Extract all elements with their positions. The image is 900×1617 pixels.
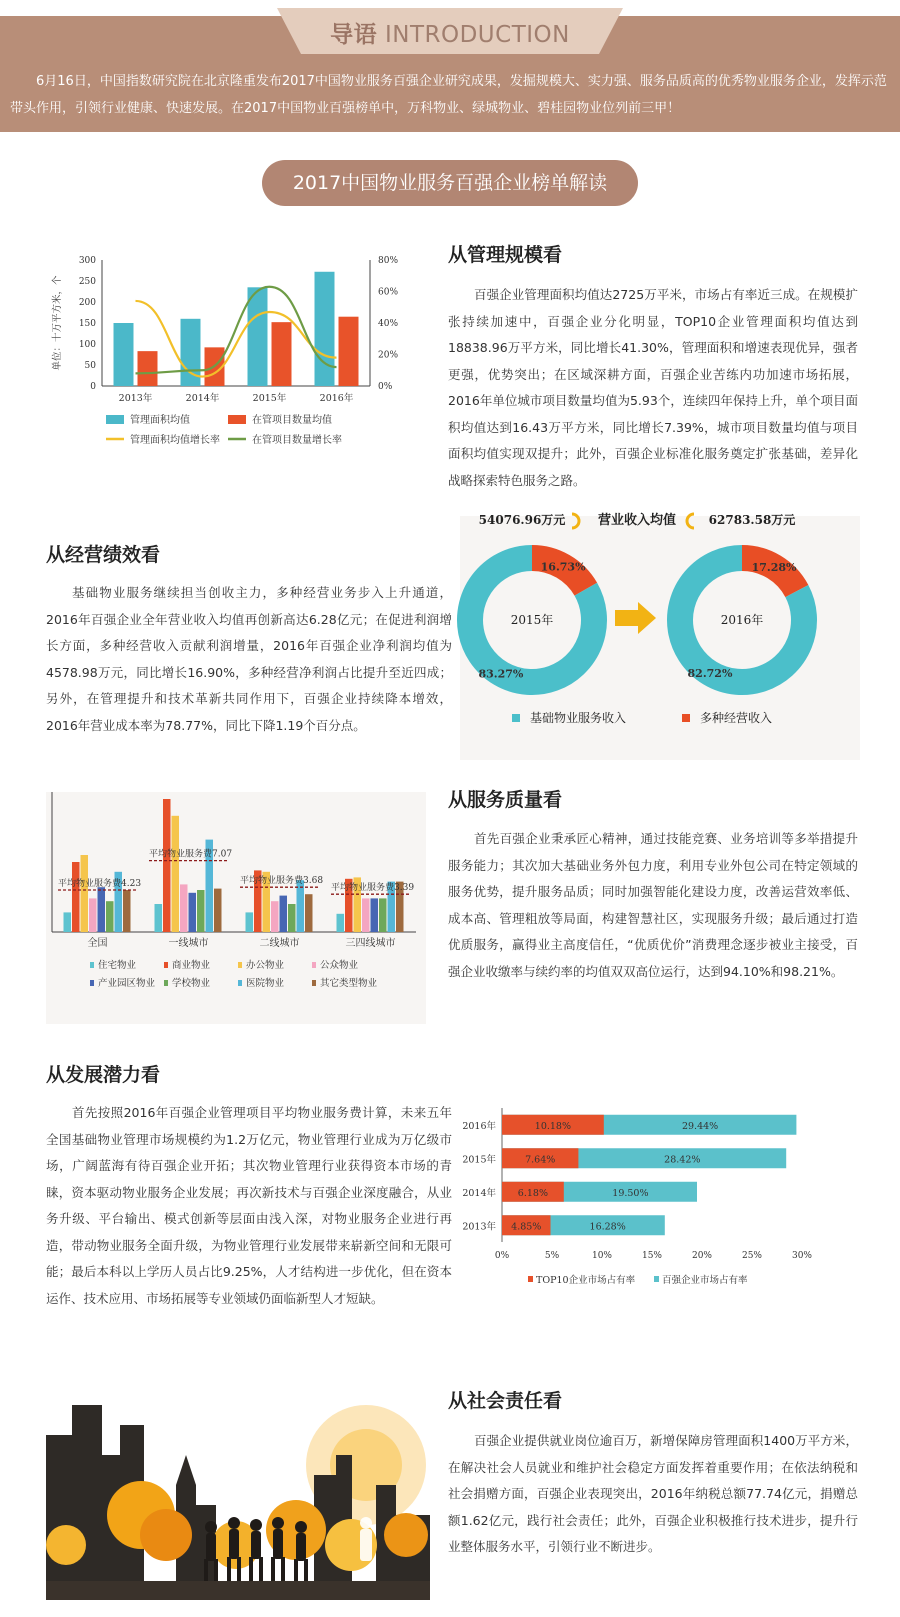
legend-label: 其它类型物业	[320, 978, 378, 989]
x-tick-label: 全国	[87, 938, 108, 949]
average-label: 平均物业服务费3.39	[331, 883, 415, 894]
slice-label: 17.28%	[751, 560, 797, 574]
legend-swatch	[90, 962, 94, 968]
legend-label: 百强企业市场占有率	[662, 1275, 748, 1286]
scale-text: 百强企业管理面积均值达2725万平米，市场占有率近三成。在规模扩张持续加速中，百强企业分化明显，TOP10企业管理面积均值达到18838.96万平方米，同比增长41.30%，管理面积和增速表现优异，强者更强，优势突出；在区域深耕方面，百强企业苦练内功加速市场拓展，2016年单位城市项目数量均值为5.93个，连续四年保持上升，单个项目面积均值达到16.43万平方米，同比增长7.39%，城市项目数量均值与项目面积均值实现双提升；此外，百强企业标准化服务奠定扩张基础，差异化战略探索特色服务之路。	[448, 287, 858, 488]
fee-bar	[64, 912, 72, 932]
legend-swatch	[228, 415, 246, 424]
y-tick-label: 100	[78, 340, 96, 350]
fee-bar	[371, 898, 379, 932]
fee-bar	[379, 898, 387, 932]
legend-swatch	[90, 980, 94, 986]
potential-heading: 从发展潜力看	[46, 1064, 161, 1086]
fee-bar	[297, 880, 305, 932]
y2-tick-label: 20%	[378, 350, 399, 361]
revenue-value: 62783.58万元	[708, 513, 796, 527]
revenue-donut-chart	[460, 513, 860, 760]
scale-chart	[46, 250, 416, 468]
donut-header: 营业收入均值	[597, 513, 677, 528]
fee-bar	[288, 904, 296, 932]
y-axis-label: 单位：十万平方米，个	[52, 275, 63, 371]
legend-swatch	[164, 962, 168, 968]
legend-swatch	[238, 980, 242, 986]
bar-count	[138, 351, 158, 386]
y2-tick-label: 0%	[378, 382, 393, 392]
main-title: 2017中国物业服务百强企业榜单解读	[262, 160, 638, 206]
legend-swatch	[106, 415, 124, 424]
y-tick-label: 300	[78, 256, 96, 266]
fee-bar	[280, 896, 288, 932]
x-tick-label: 0%	[494, 1251, 510, 1261]
potential-text: 首先按照2016年百强企业管理项目平均物业服务费计算，未来五年全国基础物业管理市场规模约为1.2万亿元，物业管理行业成为万亿级市场，广阔蓝海有待百强企业开拓；其次物业管理行业获得资本市场的青睐，资本驱动物业服务企业发展；再次新技术与百强企业深度融合，从业务升级、平台输出、模式创新等层面由浅入深，对物业服务企业进行再造，带动物业服务全面升级，为物业管理行业发展带来崭新空间和无限可能；最后本科以上学历人员占比9.25%，人才结构进一步优化，但在资本运作、技术应用、市场拓展等专业领域仍面临新型人才短缺。	[46, 1105, 452, 1306]
y-tick-label: 150	[78, 319, 96, 329]
bar-label: 4.85%	[511, 1221, 542, 1233]
legend-swatch	[682, 714, 690, 722]
legend-label: 产业园区物业	[98, 978, 156, 989]
fee-bar	[163, 799, 171, 932]
legend-swatch	[312, 962, 316, 968]
bar-label: 16.28%	[589, 1221, 626, 1233]
x-tick-label: 20%	[691, 1251, 713, 1261]
fee-bar	[362, 898, 370, 932]
fee-bar	[189, 893, 197, 932]
bar-count	[272, 322, 292, 386]
y-tick-label: 200	[78, 298, 96, 308]
fee-bar	[172, 816, 180, 932]
y-tick-label: 2014年	[462, 1187, 496, 1199]
legend-swatch	[312, 980, 316, 986]
fee-bar	[305, 894, 313, 932]
y2-tick-label: 80%	[378, 256, 399, 266]
slice-label: 16.73%	[540, 560, 586, 574]
ground	[46, 1581, 430, 1600]
average-label: 平均物业服务费4.23	[58, 879, 142, 889]
slice-label: 82.72%	[687, 667, 733, 681]
bar-area	[114, 323, 134, 386]
donut-year: 2016年	[720, 613, 764, 627]
average-label: 平均物业服务费3.68	[240, 876, 324, 887]
x-tick-label: 2015年	[252, 393, 287, 404]
legend-label: 住宅物业	[98, 960, 137, 971]
legend-label: 办公物业	[246, 960, 285, 971]
x-tick-label: 2013年	[118, 393, 153, 404]
fee-bar	[81, 855, 89, 932]
fee-bar	[155, 904, 163, 932]
bar-area	[248, 287, 268, 386]
fee-bar	[214, 889, 222, 932]
y-tick-label: 2016年	[462, 1120, 496, 1132]
fee-bar	[72, 862, 80, 932]
x-tick-label: 30%	[791, 1251, 813, 1261]
y-tick-label: 2013年	[462, 1221, 496, 1233]
legend-label: TOP10企业市场占有率	[536, 1275, 636, 1286]
y-tick-label: 2015年	[462, 1154, 496, 1166]
bar-label: 19.50%	[612, 1187, 649, 1199]
fee-bar	[246, 912, 254, 932]
bar-label: 29.44%	[681, 1120, 719, 1132]
legend-label: 在管项目数量均值	[252, 415, 332, 426]
y-tick-label: 50	[84, 361, 96, 371]
legend-swatch	[654, 1276, 659, 1282]
x-tick-label: 一线城市	[168, 938, 209, 949]
scale-heading: 从管理规模看	[448, 244, 563, 266]
legend-label: 管理面积均值增长率	[130, 435, 220, 446]
intro-text: 6月16日，中国指数研究院在北京隆重发布2017中国物业服务百强企业研究成果，发掘规模大、实力强、服务品质高的优秀物业服务企业，发挥示范带头作用，引领行业健康、快速发展。在2017中国物业百强榜单中，万科物业、绿城物业、碧桂园物业位列前三甲！	[10, 74, 887, 116]
performance-heading: 从经营绩效看	[46, 544, 161, 566]
x-tick-label: 2016年	[319, 393, 354, 404]
y2-tick-label: 60%	[378, 287, 399, 298]
intro-tab-title	[277, 16, 623, 49]
y-tick-label: 0	[90, 382, 96, 392]
bar-label: 10.18%	[534, 1120, 572, 1132]
x-tick-label: 10%	[591, 1251, 613, 1261]
legend-label: 学校物业	[172, 978, 211, 989]
market-share-chart	[462, 1108, 840, 1298]
legend-swatch	[528, 1276, 533, 1282]
fee-bar	[89, 898, 97, 932]
legend-label: 医院物业	[246, 978, 285, 989]
x-tick-label: 二线城市	[259, 938, 300, 949]
y-tick-label: 250	[78, 277, 96, 287]
social-heading: 从社会责任看	[448, 1390, 563, 1412]
legend-swatch	[164, 980, 168, 986]
x-tick-label: 15%	[641, 1251, 663, 1261]
quality-text: 首先百强企业秉承匠心精神，通过技能竞赛、业务培训等多举措提升服务能力；其次加大基础业务外包力度，利用专业外包公司在特定领域的服务优势，提升服务品质；同时加强智能化建设力度，改善运营效率低、成本高、管理粗放等局面，构建智慧社区，实现服务升级；最后通过打造优质服务，赢得业主高度信任，“优质优价”消费理念逐步被业主接受，百强企业收缴率与续约率的均值双双高位运行，达到94.10%和98.21%。	[448, 831, 858, 979]
y2-tick-label: 40%	[378, 319, 399, 329]
revenue-value: 54076.96万元	[478, 513, 566, 527]
fee-bar	[271, 901, 279, 932]
slice-label: 83.27%	[478, 667, 524, 681]
bar-label: 28.42%	[664, 1154, 701, 1166]
x-tick-label: 三四线城市	[345, 938, 396, 949]
intro-tab-en: INTRODUCTION	[384, 22, 570, 48]
fee-bar	[180, 884, 188, 932]
legend-label: 管理面积均值	[130, 415, 190, 426]
fee-bar	[197, 890, 205, 932]
legend-swatch	[238, 962, 242, 968]
growth-line-area	[136, 301, 337, 377]
x-tick-label: 5%	[544, 1251, 560, 1261]
fee-bar	[98, 887, 106, 932]
quality-heading: 从服务质量看	[448, 789, 563, 811]
social-text: 百强企业提供就业岗位逾百万，新增保障房管理面积1400万平方米，在解决社会人员就业和维护社会稳定方面发挥着重要作用；在依法纳税和社会捐赠方面，百强企业表现突出，2016年纳税总额77.74亿元，捐赠总额1.62亿元，践行社会责任；此外，百强企业积极推行技术进步，提升行业整体服务水平，引领行业不断进步。	[448, 1433, 858, 1554]
legend-swatch	[512, 714, 520, 722]
service-fee-chart	[46, 792, 426, 1024]
fee-bar	[123, 890, 131, 932]
donut-year: 2015年	[510, 613, 554, 627]
legend-label: 公众物业	[320, 960, 359, 971]
intro-tab-cn: 导语	[330, 22, 378, 48]
bar-area	[315, 272, 335, 386]
fee-bar	[106, 901, 114, 932]
legend-label: 在管项目数量增长率	[252, 435, 342, 446]
legend-label: 商业物业	[172, 960, 211, 971]
x-tick-label: 25%	[741, 1251, 763, 1261]
city-people-illustration	[46, 1395, 430, 1600]
bar-label: 7.64%	[525, 1154, 556, 1166]
average-label: 平均物业服务费7.07	[149, 849, 233, 860]
bar-label: 6.18%	[517, 1187, 548, 1199]
fee-bar	[337, 914, 345, 932]
x-tick-label: 2014年	[185, 393, 220, 404]
bar-count	[339, 317, 359, 386]
performance-text: 基础物业服务继续担当创收主力，多种经营业务步入上升通道，2016年百强企业全年营业收入均值再创新高达6.28亿元；在促进利润增长方面，多种经营收入贡献利润增量，2016年百强企业净利润均值为4578.98万元，同比增长16.90%，多种经营净利润占比提升至近四成；另外，在管理提升和技术革新共同作用下，百强企业持续降本增效，2016年营业成本率为78.77%，同比下降1.19个百分点。	[46, 585, 452, 733]
legend-label: 多种经营收入	[700, 711, 773, 725]
legend-label: 基础物业服务收入	[530, 711, 627, 725]
